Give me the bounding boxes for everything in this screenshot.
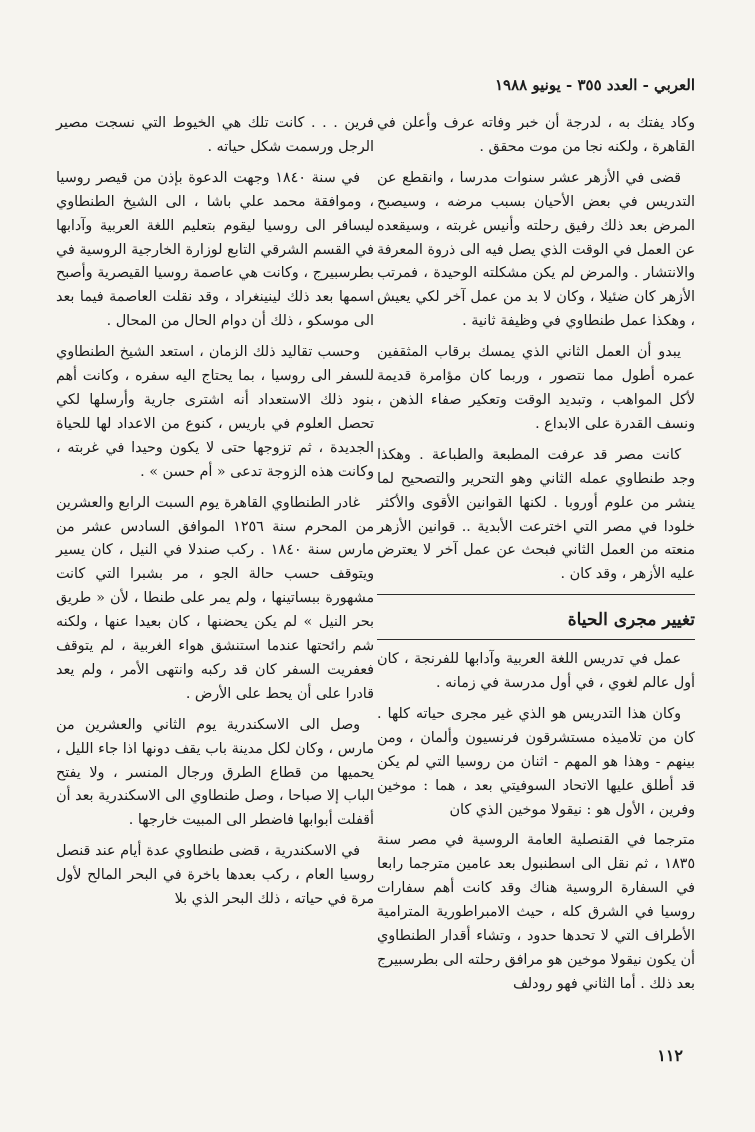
section-divider — [377, 639, 695, 640]
paragraph: يبدو أن العمل الثاني الذي يمسك برقاب المثقفين عمره أطول مما نتصور ، وربما كان مؤامرة قديمة لأكل المواهب ، وتبديد الوقت وتعكير صفاء الذهن ، ونسف القدرة على الابداع . — [377, 344, 695, 432]
paragraph: وحسب تقاليد ذلك الزمان ، استعد الشيخ الطنطاوي للسفر الى روسيا ، بما يحتاج اليه سفره ، وكانت أهم بنود ذلك الاستعداد أنه اشترى جارية وأرسلها لكي تحصل العلوم في باريس ، كنوع من الاعداد لها للحياة الجديدة ، ثم تزوجها حتى لا يكون وحيدا في غربته ، وكانت هذه الزوجة تدعى « أم حسن » . — [56, 344, 374, 480]
paragraph: فرين . . . كانت تلك هي الخيوط التي نسجت مصير الرجل ورسمت شكل حياته . — [56, 115, 374, 155]
section-divider — [377, 594, 695, 595]
paragraph: في سنة ١٨٤٠ وجهت الدعوة بإذن من قيصر روسيا ، وموافقة محمد علي باشا ، الى الشيخ الطنطاوي ليسافر الى روسيا ليقوم بتعليم اللغة العربية وآدابها في القسم الشرقي التابع لوزارة الخارجية الروسية في بطرسبيرج ، وكانت هي عاصمة روسيا القيصرية وأصبح اسمها بعد ذلك لينينغراد ، وقد نقلت العاصمة فيما بعد الى موسكو ، ذلك أن دوام الحال من المحال . — [56, 169, 374, 330]
paragraph: وكاد يفتك به ، لدرجة أن خبر وفاته عرف وأعلن في القاهرة ، ولكنه نجا من موت محقق . — [377, 115, 695, 155]
running-head: العربي - العدد ٣٥٥ - يونيو ١٩٨٨ — [494, 76, 695, 94]
right-column — [377, 112, 695, 1004]
page-number: ١١٢ — [657, 1046, 683, 1065]
paragraph: في الاسكندرية ، قضى طنطاوي عدة أيام عند قنصل روسيا العام ، ركب بعدها باخرة في البحر المالح لأول مرة في حياته ، ذلك البحر الذي بلا — [56, 843, 374, 908]
paragraph: قضى في الأزهر عشر سنوات مدرسا ، وانقطع عن التدريس في بعض الأحيان بسبب مرضه ، وسيصبح المرض بعد ذلك رفيق رحلته وأنيس غربته ، وسيقعده عن العمل في الوقت الذي يصل فيه الى ذروة المعرفة والانتشار . والمرض لم يكن مشكلته الوحيدة ، فمرتب الأزهر كان ضئيلا ، وكان لا بد من عمل آخر لكي يعيش ، وهكذا عمل طنطاوي في وظيفة ثانية . — [377, 169, 695, 330]
left-column — [56, 112, 374, 919]
paragraph: مترجما في القنصلية العامة الروسية في مصر سنة ١٨٣٥ ، ثم نقل الى اسطنبول بعد عامين مترجما رابعا في السفارة الروسية هناك وقد كانت أهم سفارات روسيا في الشرق كله ، حيث الامبراطورية المترامية الأطراف التي لا تحدها حدود ، وتشاء أقدار الطنطاوي أن يكون نيقولا موخين هو مرافق رحلته الى بطرسبيرج بعد ذلك . أما الثاني فهو رودلف — [377, 832, 695, 992]
paragraph: كانت مصر قد عرفت المطبعة والطباعة . وهكذا وجد طنطاوي عمله الثاني وهو التحرير والتصحيح لما ينشر من علوم أوروبا . لكنها القوانين الأقوى والأكثر خلودا في مصر التي اخترعت الأبدية .. قوانين الأزهر منعته من العمل الثاني فبحث عن عمل آخر لا يعترض عليه الأزهر ، وقد كان . — [377, 446, 695, 583]
paragraph: غادر الطنطاوي القاهرة يوم السبت الرابع والعشرين من المحرم سنة ١٢٥٦ الموافق السادس عشر من مارس سنة ١٨٤٠ . ركب صندلا في النيل ، كان يسير ويتوقف حسب حالة الجو ، مر بشبرا التي كانت مشهورة ببساتينها ، ولم يمر على طنطا ، لأن « طريق بحر النيل » لم يكن يحضنها ، كان بعيدا عنها ، ولكنه شم رائحتها عندما استنشق هواء الغربية ، لم يتوقف فعفريت السفر كان قد ركبه وانتهى الأمر ، ولم يعد قادرا على أن يحط على الأرض . — [56, 494, 375, 702]
paragraph: وصل الى الاسكندرية يوم الثاني والعشرين من مارس ، وكان لكل مدينة باب يقف دونها اذا جاء الليل ، يحميها من قطاع الطرق ورجال المنسر ، ولا يفتح الباب إلا صباحا ، وصل طنطاوي الى الاسكندرية بعد أن أقفلت أبوابها فاضطر الى المبيت خارجها . — [56, 716, 374, 829]
paragraph: عمل في تدريس اللغة العربية وآدابها للفرنجة ، كان أول عالم لغوي ، في أول مدرسة في زمانه . — [377, 651, 695, 692]
paragraph: وكان هذا التدريس هو الذي غير مجرى حياته كلها . كان من تلاميذه مستشرقون فرنسيون وألمان ، ومن بينهم - وهذا هو المهم - اثنان من روسيا التي لم يكن قد أطلق عليها الاتحاد السوفيتي بعد ، هما : موخين وفرين ، الأول هو : نيقولا موخين الذي كان — [377, 705, 695, 818]
section-heading: تغيير مجرى الحياة — [567, 610, 695, 631]
